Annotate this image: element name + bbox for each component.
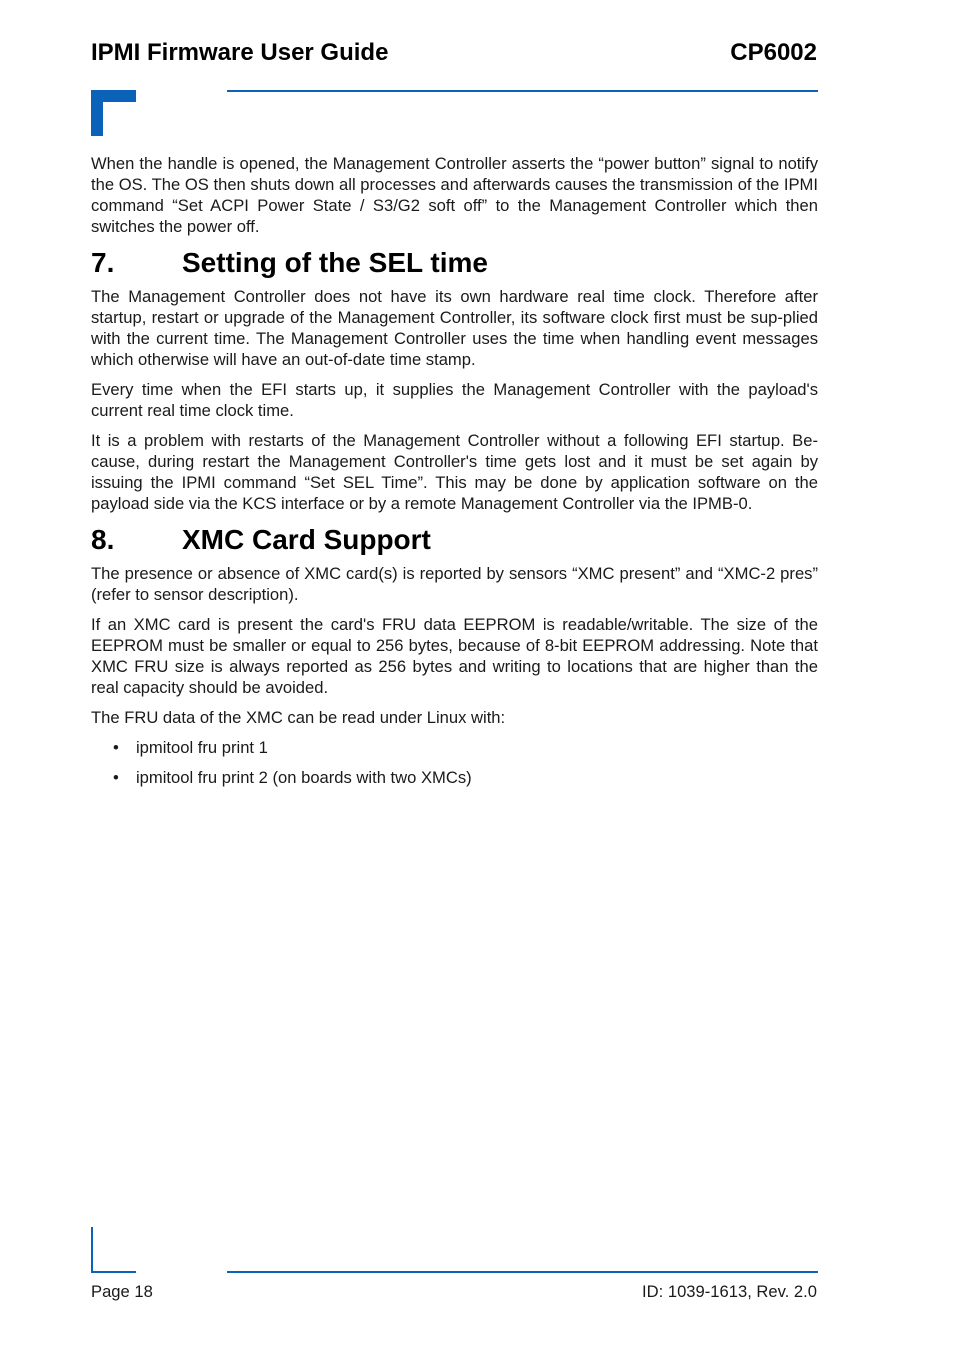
corner-mark-top — [91, 90, 136, 136]
section-8-paragraph-1: The presence or absence of XMC card(s) is reported by sensors “XMC present” and “XMC-2 pres” (refer to sensor description). — [91, 564, 818, 604]
header-rule — [227, 90, 818, 92]
page-content — [91, 153, 818, 797]
footer-rule — [227, 1271, 818, 1273]
section-7-paragraph-2: Every time when the EFI starts up, it supplies the Management Controller with the payload's current real time clock time. — [91, 380, 818, 420]
list-item — [91, 737, 818, 758]
section-8-number: 8. — [91, 524, 115, 555]
section-7-number: 7. — [91, 247, 115, 278]
section-7-title: Setting of the SEL time — [182, 247, 488, 278]
document-id: ID: 1039-1613, Rev. 2.0 — [642, 1282, 817, 1301]
bullet-icon: • — [113, 768, 119, 787]
section-8-paragraph-3: The FRU data of the XMC can be read under Linux with: — [91, 708, 506, 727]
intro-paragraph: When the handle is opened, the Management Controller asserts the “power button” signal to notify the OS. The OS then shuts down all processes and afterwards causes the transmission of the IPMI command “Set ACPI Power State / S3/G2 soft off” to the Management Controller which then switches the power off. — [91, 154, 818, 236]
header-title: IPMI Firmware User Guide — [91, 39, 389, 66]
section-7-paragraph-3: It is a problem with restarts of the Management Controller without a following EFI startup. Be-cause, during restart the Management Controller's time gets lost and it must be set again by issuing the IPMI command “Set SEL Time”. This may be done by application software on the payload side via the KCS interface or by a remote Management Controller via the IPMB-0. — [91, 431, 818, 513]
header-product: CP6002 — [730, 39, 817, 66]
command-list — [91, 737, 818, 788]
list-item-text: ipmitool fru print 2 (on boards with two XMCs) — [136, 768, 472, 787]
section-7-heading — [91, 246, 818, 280]
section-8-paragraph-2: If an XMC card is present the card's FRU data EEPROM is readable/writable. The size of the EEPROM must be smaller or equal to 256 bytes, because of 8-bit EEPROM addressing. Note that XMC FRU size is always reported as 256 bytes and writing to locations that are higher than the real capacity should be avoided. — [91, 615, 818, 697]
list-item-text: ipmitool fru print 1 — [136, 738, 268, 757]
page-number: Page 18 — [91, 1282, 153, 1301]
section-7-paragraph-1: The Management Controller does not have its own hardware real time clock. Therefore after startup, restart or upgrade of the Management Controller, its software clock first must be sup-plied with the current time. The Management Controller uses the time when handling event messages which otherwise will have an out-of-date time stamp. — [91, 287, 818, 369]
corner-mark-bottom — [91, 1227, 136, 1273]
list-item — [91, 767, 818, 788]
bullet-icon: • — [113, 738, 119, 757]
section-8-title: XMC Card Support — [182, 524, 431, 555]
section-8-heading — [91, 523, 818, 557]
